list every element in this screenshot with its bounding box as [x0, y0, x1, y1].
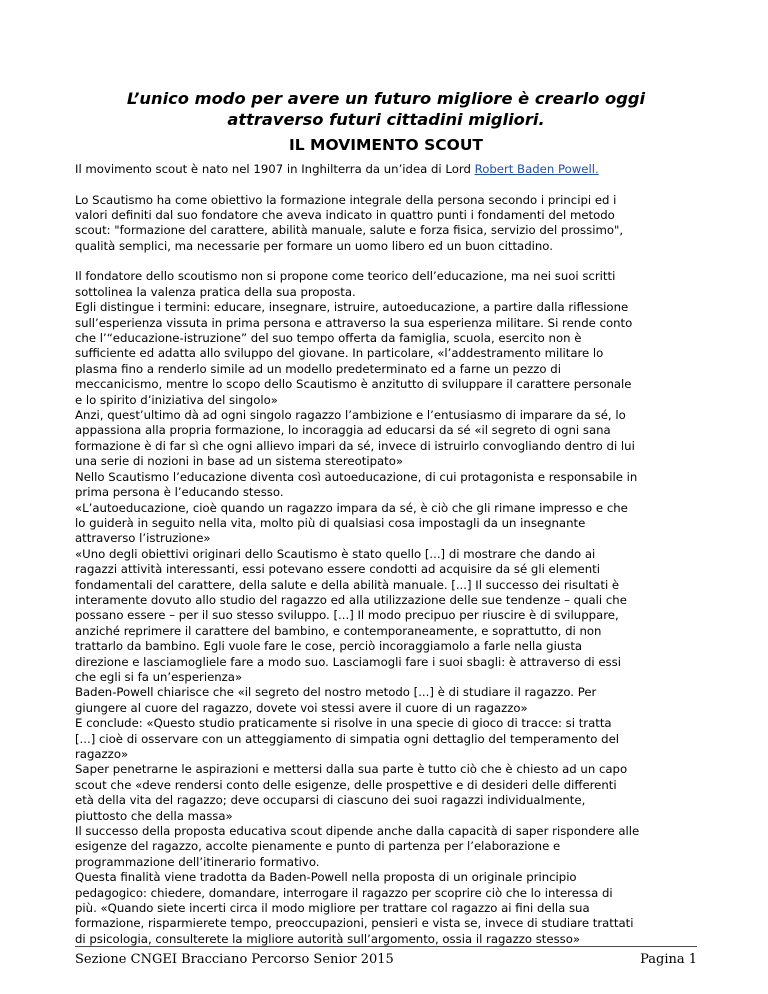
- text-line: scout che «deve rendersi conto delle esigenze, delle prospettive e di desideri delle differenti: [75, 777, 617, 792]
- text-line: qualità semplici, ma necessarie per formare un uomo libero ed un buon cittadino.: [75, 238, 553, 253]
- text-line: pedagogico: chiedere, domandare, interrogare il ragazzo per scoprire ciò che lo interessa di: [75, 885, 613, 900]
- text-line: Anzi, quest’ultimo dà ad ogni singolo ragazzo l’ambizione e l’entusiasmo di imparare da sé, lo: [75, 408, 626, 423]
- text-line: e lo spirito d’iniziativa del singolo»: [75, 392, 278, 407]
- footer-section-label: Sezione CNGEI Bracciano Percorso Senior 2015: [75, 952, 394, 967]
- text-line: attraverso l’istruzione»: [75, 531, 211, 546]
- text-line: anziché reprimere il carattere del bambino, e contemporaneamente, e soprattutto, di non: [75, 623, 602, 638]
- baden-powell-link[interactable]: Robert Baden Powell.: [474, 162, 599, 176]
- text-line: «Uno degli obiettivi originari dello Scautismo è stato quello [...] di mostrare che dando ai: [75, 546, 596, 561]
- text-line: esigenze del ragazzo, accolte pienamente e punto di partenza per l’elaborazione e: [75, 839, 561, 854]
- text-line: ragazzi attività interessanti, essi potevano essere condotti ad acquisire da sé gli elementi: [75, 562, 600, 577]
- text-line: che egli si fa un’esperienza»: [75, 669, 243, 684]
- text-line: interamente dovuto allo studio del ragazzo ed alla utilizzazione delle sue tendenze – quali che: [75, 592, 627, 607]
- text-line: prima persona è l’educando stesso.: [75, 485, 284, 500]
- text-line: Saper penetrarne le aspirazioni e mettersi dalla sua parte è tutto ciò che è chiesto ad un capo: [75, 762, 628, 777]
- text-line: direzione e lasciamogliele fare a modo suo. Lasciamogli fare i suoi sbagli: è attraverso di essi: [75, 654, 621, 669]
- text-line: una serie di nozioni in base ad un sistema stereotipato»: [75, 454, 404, 469]
- text-line: Questa finalità viene tradotta da Baden-Powell nella proposta di un originale principio: [75, 870, 577, 885]
- text-line: formazione è di far sì che ogni allievo impari da sé, invece di istruirlo convogliando dentro di lui: [75, 438, 635, 453]
- body-text: [75, 269, 697, 947]
- page-footer: [75, 946, 697, 968]
- text-line: Il successo della proposta educativa scout dipende anche dalla capacità di saper rispondere alle: [75, 824, 640, 839]
- paragraph-gap: [75, 254, 697, 269]
- motto-line-2: attraverso futuri cittadini migliori.: [227, 110, 545, 129]
- text-line: piuttosto che della massa»: [75, 808, 233, 823]
- text-line: [...] cioè di osservare con un atteggiamento di simpatia ogni dettaglio del temperamento del: [75, 731, 620, 746]
- text-line: Lo Scautismo ha come obiettivo la formazione integrale della persona secondo i principi ed i: [75, 192, 617, 207]
- text-line: formazione, risparmierete tempo, preoccupazioni, pensieri e vista se, invece di studiare trattati: [75, 916, 634, 931]
- text-line: Nello Scautismo l’educazione diventa così autoeducazione, di cui protagonista e responsabile in: [75, 469, 638, 484]
- text-line: Baden-Powell chiarisce che «il segreto del nostro metodo [...] è di studiare il ragazzo. Per: [75, 685, 597, 700]
- intro-text: Il movimento scout è nato nel 1907 in Inghilterra da un’idea di Lord: [75, 162, 475, 176]
- text-line: programmazione dell’itinerario formativo.: [75, 854, 320, 869]
- text-line: lo guiderà in seguito nella vita, molto più di qualsiasi cosa impostagli da un insegnante: [75, 515, 586, 530]
- text-line: plasma fino a renderlo simile ad un modello predeterminato ed a farne un pezzo di: [75, 361, 561, 376]
- text-line: più. «Quando siete incerti circa il modo migliore per trattare col ragazzo ai fini della sua: [75, 901, 590, 916]
- text-line: scout: "formazione del carattere, abilità manuale, salute e forza fisica, servizio del prossimo",: [75, 223, 624, 238]
- text-line: giungere al cuore del ragazzo, dovete voi stessi avere il cuore di un ragazzo»: [75, 700, 528, 715]
- text-line: Il fondatore dello scoutismo non si propone come teorico dell’educazione, ma nei suoi scritti: [75, 269, 616, 284]
- text-line: «L’autoeducazione, cioè quando un ragazzo impara da sé, è ciò che gli rimane impresso e che: [75, 500, 628, 515]
- motto-line-1: L’unico modo per avere un futuro migliore è crearlo oggi: [126, 89, 646, 108]
- paragraph-gap: [75, 177, 697, 192]
- text-line: sottolinea la valenza pratica della sua proposta.: [75, 284, 356, 299]
- page-title: IL MOVIMENTO SCOUT: [289, 136, 483, 154]
- text-line: sufficiente ed adatta allo sviluppo del giovane. In particolare, «l’addestramento militare lo: [75, 346, 604, 361]
- text-line: meccanicismo, mentre lo scopo dello Scautismo è anzitutto di sviluppare il carattere personale: [75, 377, 632, 392]
- page-number: Pagina 1: [640, 952, 697, 967]
- text-line: possano essere – per il suo stesso sviluppo. [...] Il modo precipuo per riuscire è di sviluppare,: [75, 608, 619, 623]
- text-line: che l’“educazione-istruzione” del suo tempo offerta da famiglia, scuola, esercito non è: [75, 331, 582, 346]
- document-page: [75, 88, 697, 947]
- text-line: ragazzo»: [75, 747, 129, 761]
- text-line: E conclude: «Questo studio praticamente si risolve in una specie di gioco di tracce: si tratta: [75, 716, 612, 731]
- text-line: sull’esperienza vissuta in prima persona e attraverso la sua esperienza militare. Si rende conto: [75, 315, 633, 330]
- intro-paragraph: [75, 162, 697, 177]
- text-line: valori definiti dal suo fondatore che aveva indicato in quattro punti i fondamenti del metodo: [75, 208, 615, 222]
- text-line: appassiona alla propria formazione, lo incoraggia ad educarsi da sé «il segreto di ogni sana: [75, 423, 611, 438]
- objectives-paragraph: [75, 193, 697, 255]
- text-line: età della vita del ragazzo; deve occuparsi di ciascuno dei suoi ragazzi individualmente,: [75, 793, 586, 808]
- text-line: trattarlo da bambino. Egli vuole fare le cose, perciò incoraggiamolo a farle nella giusta: [75, 639, 583, 654]
- text-line: di psicologia, consulterete la migliore autorità sull’argomento, ossia il ragazzo stesso»: [75, 931, 581, 946]
- text-line: Egli distingue i termini: educare, insegnare, istruire, autoeducazione, a partire dalla riflessione: [75, 300, 629, 315]
- text-line: fondamentali del carattere, della salute e della abilità manuale. [...] Il successo dei risultati è: [75, 577, 620, 592]
